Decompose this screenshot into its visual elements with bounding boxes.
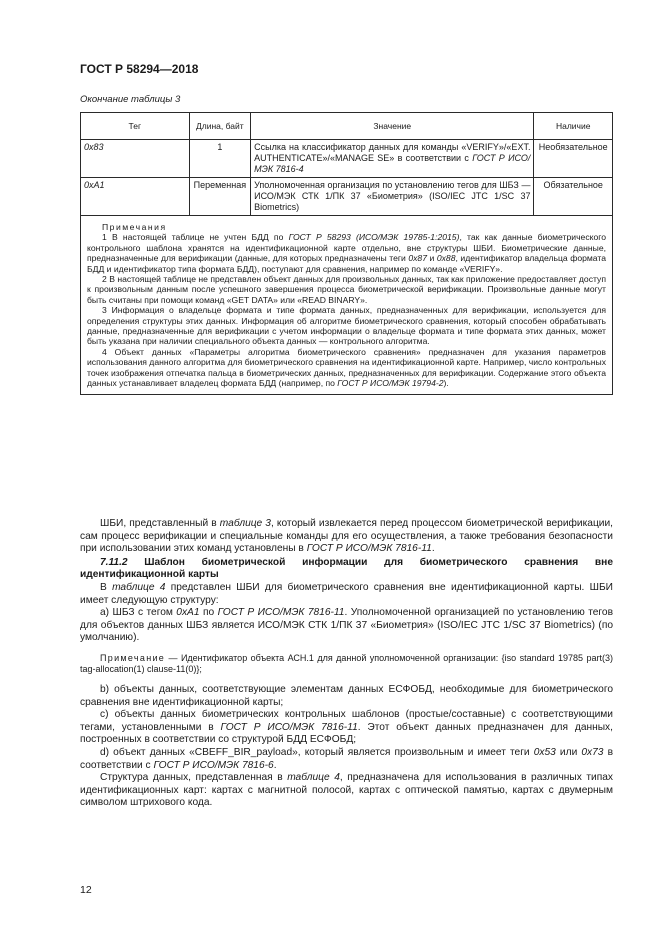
note: Примечание — Идентификатор объекта АСН.1 для данной уполномоченной организации: {iso standard 19785 part(3) tag-allocation(1) clause-11(0)}; <box>80 652 613 674</box>
table-caption: Окончание таблицы 3 <box>80 94 181 105</box>
cell-value: Уполномоченная организация по установлению тегов для ШБЗ — ИСО/МЭК СТК 1/ПК 37 «Биометрия» (ISO/IEC JTC 1/SC 37 Biometrics) <box>251 178 534 216</box>
list-item: b) объекты данных, соответствующие элементам данных ЕСФОБД, необходимые для биометрического сравнения вне идентификационной карты; <box>80 683 613 708</box>
notes-title: Примечания <box>102 222 167 232</box>
cell-tag: 0xA1 <box>81 178 190 216</box>
cell-presence: Обязательное <box>534 178 613 216</box>
col-header-length: Длина, байт <box>189 113 251 140</box>
document-header: ГОСТ Р 58294—2018 <box>80 62 199 76</box>
list-item: c) объекты данных биометрических контрольных шаблонов (простые/составные) с соответствующими тегами, установленными в ГОСТ Р ИСО/МЭК 7816-11. Этот объект данных предназначен для данных, построенных в соответствии со структурой БДД ЕСФОБД; <box>80 709 613 746</box>
section-heading <box>80 557 613 582</box>
notes-row <box>81 216 613 395</box>
col-header-tag: Тег <box>81 113 190 140</box>
col-header-value: Значение <box>251 113 534 140</box>
cell-length: Переменная <box>189 178 251 216</box>
note-4: 4 Объект данных «Параметры алгоритма биометрического сравнения» предназначен для указания параметров использования данного алгоритма для биометрического сравнения на идентификационной карте. Например, число контрольных точек изображения отпечатка пальца в биометрических данных, предназначенных для верификации. Содержание этого объекта данных устанавливает владелец формата БДД (например, по ГОСТ Р ИСО/МЭК 19794-2). <box>87 346 606 389</box>
table-row <box>81 140 613 178</box>
paragraph: В таблице 4 представлен ШБИ для биометрического сравнения вне идентификационной карты. ШБИ имеет следующую структуру: <box>80 581 613 606</box>
cell-value-text: Ссылка на классификатор данных для команды «VERIFY»/«EXT. AUTHENTICATE»/«MANAGE SE» в соответствии с <box>254 142 531 163</box>
note-label: Примечание <box>100 652 166 663</box>
section-title: Шаблон биометрической информации для биометрического сравнения вне идентификационной карты <box>80 556 613 581</box>
list-item: а) ШБЗ с тегом 0xA1 по ГОСТ Р ИСО/МЭК 7816-11. Уполномоченной организацией по установлению тегов для объектов данных ШБЗ является ИСО/МЭК СТК 1/ПК 37 «Биометрия» (ISO/IEC JTC 1/SC 37 Biometrics) (по умолчанию). <box>80 607 613 644</box>
list-item: d) объект данных «CBEFF_BIR_payload», который является произвольным и имеет теги 0x53 или 0x73 в соответствии с ГОСТ Р ИСО/МЭК 7816-6. <box>80 746 613 771</box>
cell-length: 1 <box>189 140 251 178</box>
paragraph: ШБИ, представленный в таблице 3, который извлекается перед процессом биометрической верификации, сам процесс верификации и специальные команды для его осуществления, а также требования безопасности при использовании этих команд установлены в ГОСТ Р ИСО/МЭК 7816-11. <box>80 518 613 555</box>
cell-value-reference: ГОСТ Р ИСО/МЭК 7816-4 <box>254 153 531 174</box>
note-3: 3 Информация о владельце формата и типе формата данных, предназначенных для верификации, используется для определения структуры этих данных. Информация об алгоритме биометрического сравнения, который способен обрабатывать данные, предназначенные для верификации с учетом информации о владельце формата и типе формата этих данных, может быть указана при наличии специального объекта данных — контрольного алгоритма. <box>87 305 606 347</box>
table-3 <box>80 112 613 395</box>
table-header-row <box>81 113 613 140</box>
cell-value <box>251 140 534 178</box>
paragraph: Структура данных, представленная в таблице 4, предназначена для использования в различных типах идентификационных карт: картах с магнитной полосой, картах с оптической памятью, картах с двумерным символом штрихового кода. <box>80 772 613 809</box>
note-2: 2 В настоящей таблице не представлен объект данных для произвольных данных, так как приложение предоставляет доступ к произвольным данным после успешного завершения процесса биометрической верификации. Произвольные данные могут быть считаны при помощи команд «GET DATA» или «READ BINARY». <box>87 274 606 305</box>
section-number: 7.11.2 <box>100 556 128 568</box>
cell-tag: 0x83 <box>81 140 190 178</box>
col-header-presence: Наличие <box>534 113 613 140</box>
table-notes <box>81 216 613 395</box>
page-number: 12 <box>80 884 92 896</box>
cell-presence: Необязательное <box>534 140 613 178</box>
table-row <box>81 178 613 216</box>
body-text <box>80 518 613 810</box>
note-1: 1 В настоящей таблице не учтен БДД по ГОСТ Р 58293 (ИСО/МЭК 19785-1:2015), так как данные биометрического контрольного шаблона хранятся на идентификационной карте отдельно, вне структуры ШБИ. Биометрические данные, предназначенные для верификации (данные, для которых предназначены теги 0x87 и 0x88, идентификатор владельца формата БДД и идентификатор типа формата БДД), поступают для сравнения, например по команде «VERIFY». <box>87 232 606 274</box>
